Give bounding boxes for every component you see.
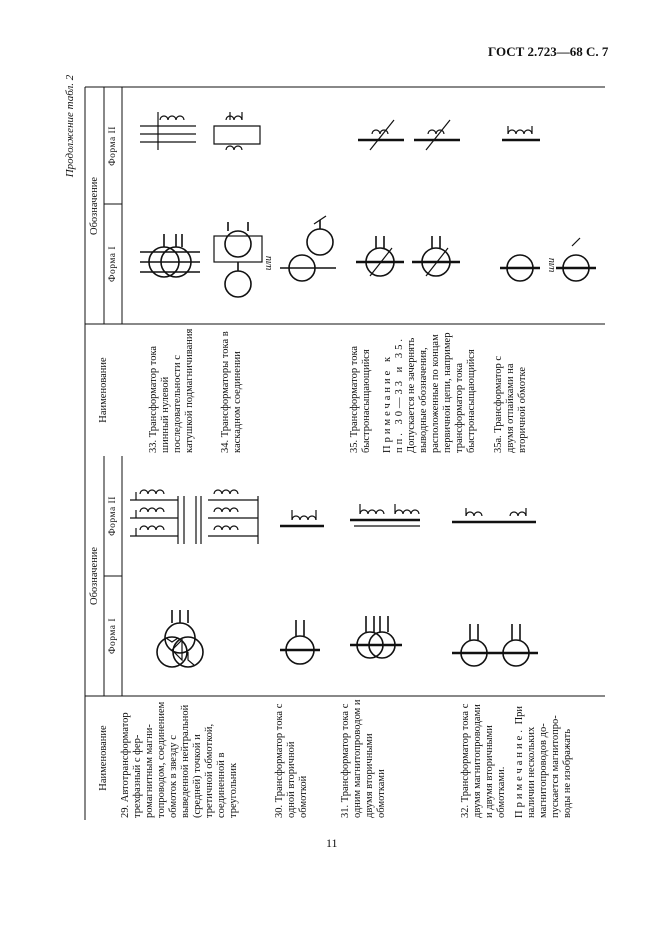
symbol-29-form2 xyxy=(130,490,258,544)
alt-label-35a: или xyxy=(546,257,557,273)
row-32-note: Примечание. При наличии нескольких магнитопроводов допускается магнитопроводы не изображать xyxy=(514,705,573,818)
row-31-name: 31. Трансформатор тока с одним магнитопроводом и двумя вторичными обмотками xyxy=(340,699,387,818)
symbol-31-form2 xyxy=(350,504,420,526)
row-33-name: 33. Трансформатор тока шинный нулевой последовательности с катушкой подмагничивания xyxy=(148,328,195,453)
row-35-name: 35. Трансформатор тока быстронасыщающийся xyxy=(349,345,372,453)
symbol-35a-form1 xyxy=(500,238,596,281)
symbol-32-form1 xyxy=(452,624,538,666)
alt-label-34: или xyxy=(263,255,274,271)
symbol-35a-form2 xyxy=(502,126,540,140)
symbol-32-form2 xyxy=(452,508,536,522)
document-header: ГОСТ 2.723—68 С. 7 xyxy=(488,44,609,59)
symbol-33-form1 xyxy=(140,234,200,277)
header-designation-top: Обозначение xyxy=(88,176,100,235)
symbol-35-form2 xyxy=(358,120,460,150)
header-form2-top: Форма II xyxy=(108,125,118,166)
symbol-30-form1 xyxy=(280,620,320,664)
header-name-top: Наименование xyxy=(97,357,109,423)
page-number: 11 xyxy=(326,836,338,850)
symbol-31-form1 xyxy=(350,616,402,658)
header-form1-bottom: Форма I xyxy=(108,617,118,655)
header-form1-top: Форма I xyxy=(108,245,118,283)
header-designation-bottom: Обозначение xyxy=(88,546,100,606)
row-35-note: Примечание к пп. 30—33 и 35. Допускается не зачернять выводные обозначения, расположенные по концам первичной цепи, например трансформатор тока быстронасыщающийся xyxy=(382,332,477,453)
row-29-name: 29. Автотрансформатор трехфазный с ферромагнитным магнитопроводом, соединением обмоток в звезду с выведенной нейтральной (средней) точкой и третичной обмоткой, соединенной в треугольник xyxy=(120,701,239,818)
row-32-name: 32. Трансформатор тока с двумя магнитопроводами и двумя вторичными обмотками. xyxy=(460,703,507,818)
symbol-29-form1 xyxy=(157,610,203,667)
continuation-label: Продолжение табл. 2 xyxy=(64,74,76,178)
row-35a-name: 35а. Трансформатор с двумя отпайками на вторичной обмотке xyxy=(493,355,528,453)
header-form2-bottom: Форма II xyxy=(108,496,118,536)
symbol-34-form2 xyxy=(214,112,260,150)
symbol-33-form2 xyxy=(140,112,196,150)
row-34-name: 34. Трансформаторы тока в каскадном соединении xyxy=(220,331,243,453)
symbol-35-form1 xyxy=(356,236,460,276)
symbol-30-form2 xyxy=(280,510,324,526)
row-30-name: 30. Трансформатор тока с одной вторичной обмоткой xyxy=(274,703,309,818)
header-name-bottom: Наименование xyxy=(97,725,109,791)
symbol-34-form1 xyxy=(214,216,336,297)
